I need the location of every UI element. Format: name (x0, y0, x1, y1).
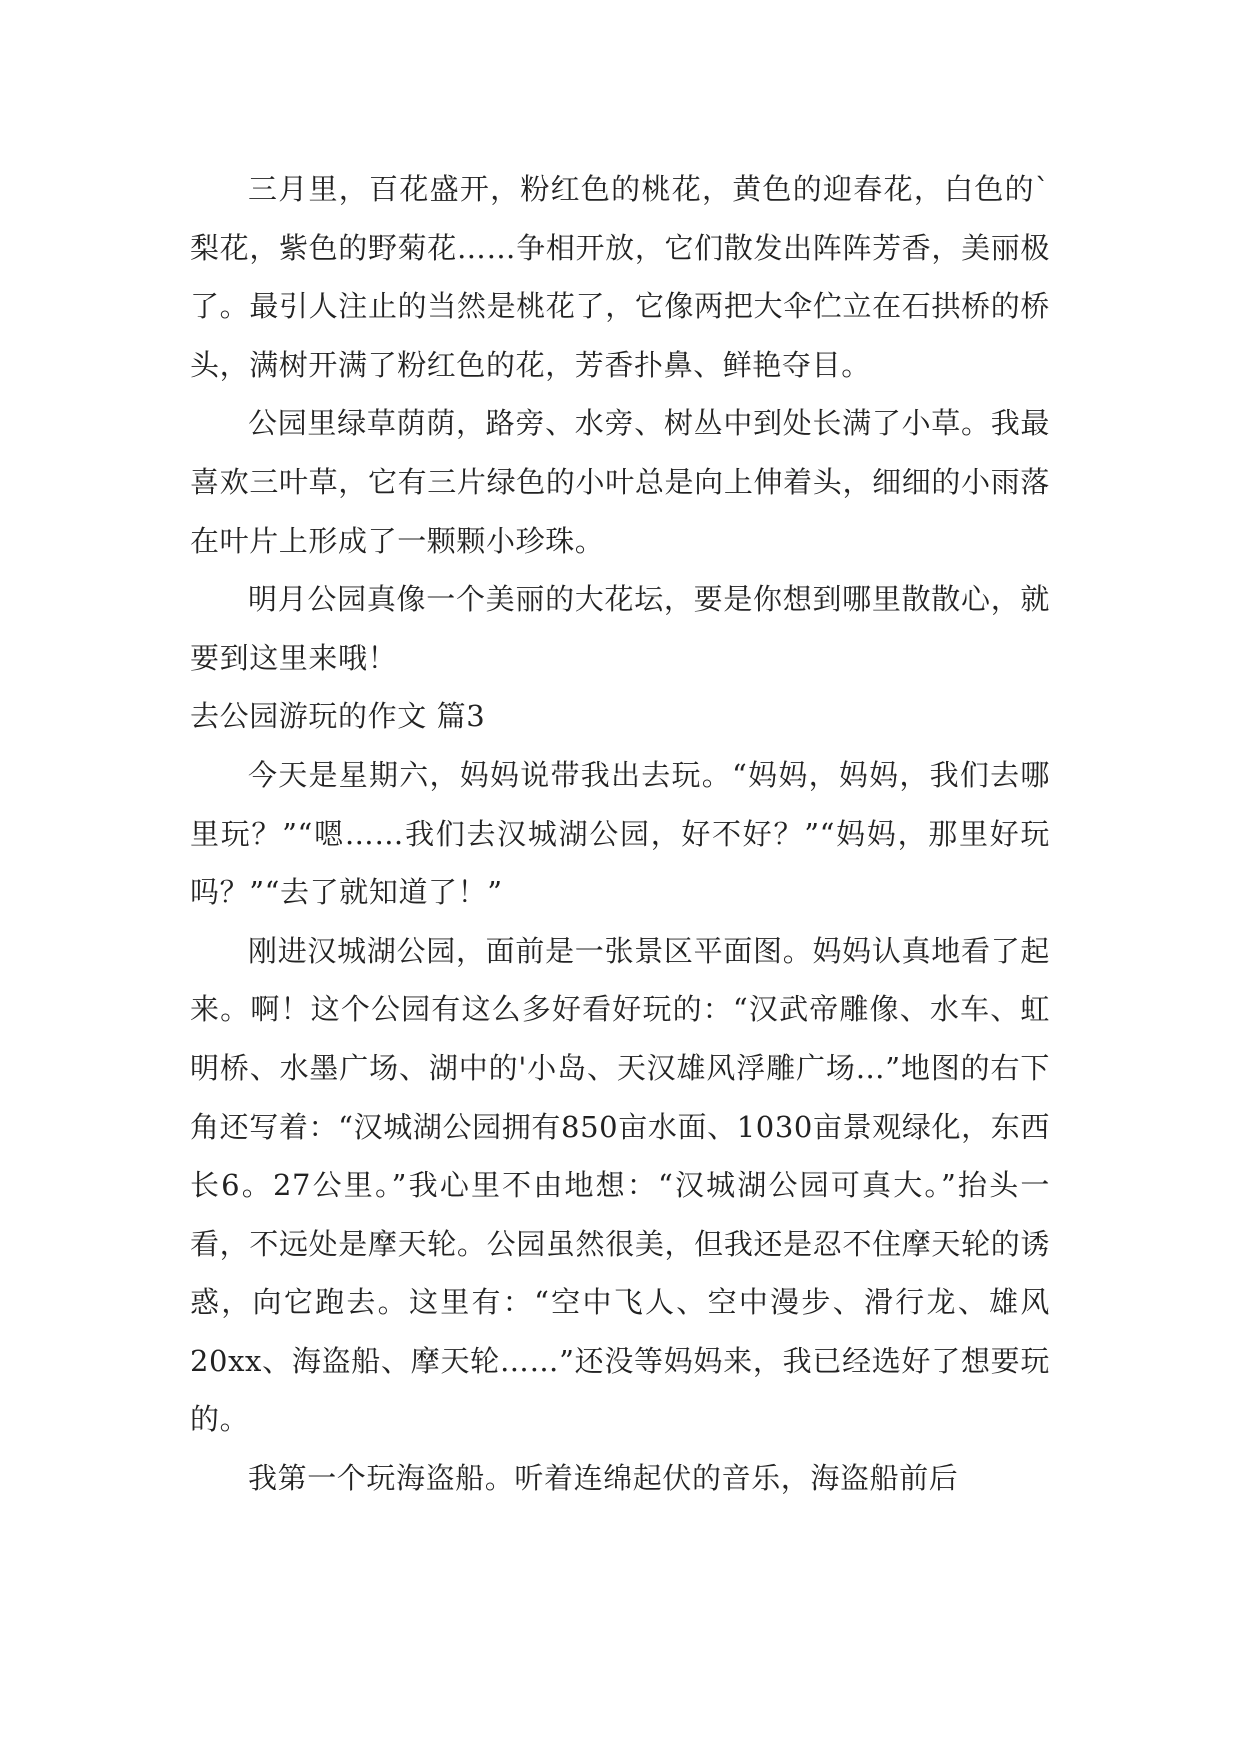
paragraph-park-map: 刚进汉城湖公园，面前是一张景区平面图。妈妈认真地看了起来。啊！这个公园有这么多好看好玩的：“汉武帝雕像、水车、虹明桥、水墨广场、湖中的'小岛、天汉雄风浮雕广场…”地图的右下角还写着：“汉城湖公园拥有850亩水面、1030亩景观绿化，东西长6。27公里。”我心里不由地想：“汉城湖公园可真大。”抬头一看，不远处是摩天轮。公园虽然很美，但我还是忍不住摩天轮的诱惑，向它跑去。这里有：“空中飞人、空中漫步、滑行龙、雄风20xx、海盗船、摩天轮……”还没等妈妈来，我已经选好了想要玩的。 (190, 933, 1050, 1437)
document-page (190, 160, 1050, 1508)
paragraph-flower-garden: 明月公园真像一个美丽的大花坛，要是你想到哪里散散心，就要到这里来哦！ (190, 582, 1050, 675)
paragraph-peach-blossoms: 三月里，百花盛开，粉红色的桃花，黄色的迎春花，白色的`梨花，紫色的野菊花……争相开放，它们散发出阵阵芳香，美丽极了。最引人注止的当然是桃花了，它像两把大伞伫立在石拱桥的桥头，满树开满了粉红色的花，芳香扑鼻、鲜艳夺目。 (190, 172, 1050, 382)
paragraph-clover: 公园里绿草荫荫，路旁、水旁、树丛中到处长满了小草。我最喜欢三叶草，它有三片绿色的小叶总是向上伸着头，细细的小雨落在叶片上形成了一颗颗小珍珠。 (190, 406, 1050, 558)
paragraph-pirate-ship: 我第一个玩海盗船。听着连绵起伏的音乐，海盗船前后 (248, 1461, 959, 1496)
paragraph-saturday: 今天是星期六，妈妈说带我出去玩。“妈妈，妈妈，我们去哪里玩？”“嗯……我们去汉城湖公园，好不好？”“妈妈，那里好玩吗？”“去了就知道了！” (190, 757, 1050, 910)
section-heading: 去公园游玩的作文 篇3 (190, 699, 486, 734)
